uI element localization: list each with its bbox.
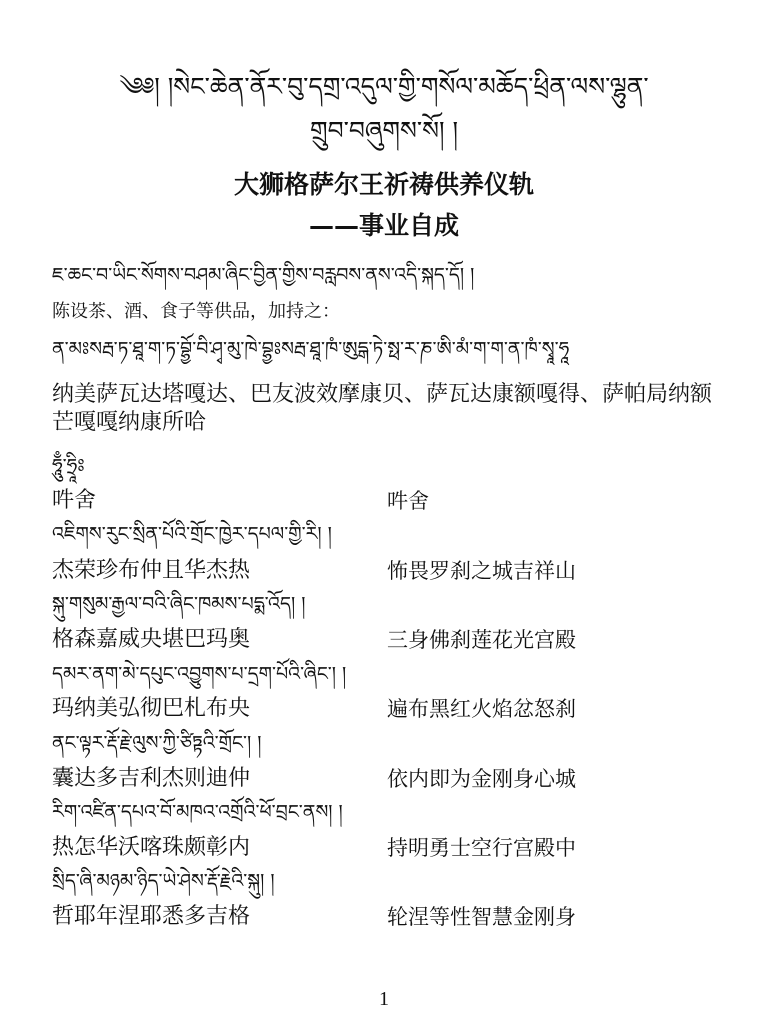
- chinese-subtitle: ——事业自成: [308, 211, 459, 240]
- chinese-title: 大狮格萨尔王祈祷供养仪轨: [233, 170, 534, 199]
- verse-6-meaning: 持明勇士空行宫殿中: [387, 836, 576, 860]
- verse-2-meaning: 怖畏罗刹之城吉祥山: [387, 559, 576, 583]
- verse-4-tibetan: དམར་ནག་མེ་དཔུང་འབྱུགས་པ་དྲག་པོའི་ཞིང་། །: [52, 663, 347, 685]
- verse-3-meaning: 三身佛刹莲花光宫殿: [387, 628, 576, 652]
- verse-7-phonetic: 哲耶年涅耶悉多吉格: [52, 904, 251, 929]
- verse-4-phonetic: 玛纳美弘彻巴札布央: [52, 696, 251, 721]
- verse-5-tibetan: ནང་ལྟར་རྡོ་རྗེ་ལུས་ཀྱི་ཙིཏྟའི་གྲོང་། །: [52, 732, 262, 754]
- verse-2-tibetan: འཇིགས་རུང་སྲིན་པོའི་གྲོང་ཁྱེར་དཔལ་གྱི་རི། །: [52, 523, 332, 545]
- verse-4-meaning: 遍布黑红火焰忿怒刹: [387, 697, 576, 721]
- verse-1-meaning: 吽舍: [387, 489, 429, 513]
- intro-chinese: 陈设茶、酒、食子等供品，加持之：: [52, 301, 340, 322]
- verse-6-tibetan: རིག་འཛིན་དཔའ་བོ་མཁའ་འགྲོའི་ཕོ་བྲང་ནས། །: [52, 801, 343, 823]
- tibetan-title-line-2: གྲུབ་བཞུགས་སོ། །: [309, 116, 459, 145]
- verse-1-phonetic: 吽舍: [52, 488, 97, 513]
- intro-tibetan: ཇ་ཆང་བ་ཡིང་སོགས་བཤམ་ཞིང་བྱིན་གྱིས་བརླབས་ནས་འདི་སྐད་དོ། །: [52, 264, 475, 286]
- mantra-tibetan: ན་མཿསརྦ་ཏ་ཐཱ་ག་ཏ་བྷྱོ་བི་ཤྭ་མུ་ཁེ་བྷྱཿསརྦ་ཐཱ་ཁཾ་ཨུདྒ་ཏེ་སྥ་ར་ཎ་ཨི་མཾ་ག་ག་ན་ཁཾ་སྭཱ་ཧཱ: [52, 338, 570, 360]
- tibetan-title-line-1: ༄༅། །སེང་ཆེན་ནོར་བུ་དགྲ་འདུལ་གྱི་གསོལ་མཆོད་ཕྲིན་ལས་ལྷུན་: [119, 72, 649, 101]
- verse-2-phonetic: 杰荣珍布仲且华杰热: [52, 558, 251, 583]
- verse-3-tibetan: སྐུ་གསུམ་རྒྱལ་བའི་ཞིང་ཁམས་པདྨ་འོད། །: [52, 593, 306, 615]
- mantra-chinese: 纳美萨瓦达塔嘎达、巴友波效摩康贝、萨瓦达康额嘎得、萨帕局纳额芒嘎嘎纳康所哈: [52, 382, 713, 435]
- verse-7-tibetan: སྲིད་ཞི་མཉམ་ཉིད་ཡེ་ཤེས་རྡོ་རྗེའི་སྐུ། །: [52, 870, 275, 892]
- page-number: 1: [379, 988, 389, 1010]
- verse-5-meaning: 依内即为金刚身心城: [387, 767, 576, 791]
- verse-5-phonetic: 囊达多吉利杰则迪仲: [52, 766, 251, 791]
- verse-7-meaning: 轮涅等性智慧金刚身: [387, 905, 576, 929]
- verse-3-phonetic: 格森嘉威央堪巴玛奥: [52, 627, 251, 652]
- seed-syllable-tibetan: ཧཱུྃ་ཧྲཱིཿ: [52, 455, 85, 477]
- verse-6-phonetic: 热怎华沃喀珠颇彰内: [52, 835, 251, 860]
